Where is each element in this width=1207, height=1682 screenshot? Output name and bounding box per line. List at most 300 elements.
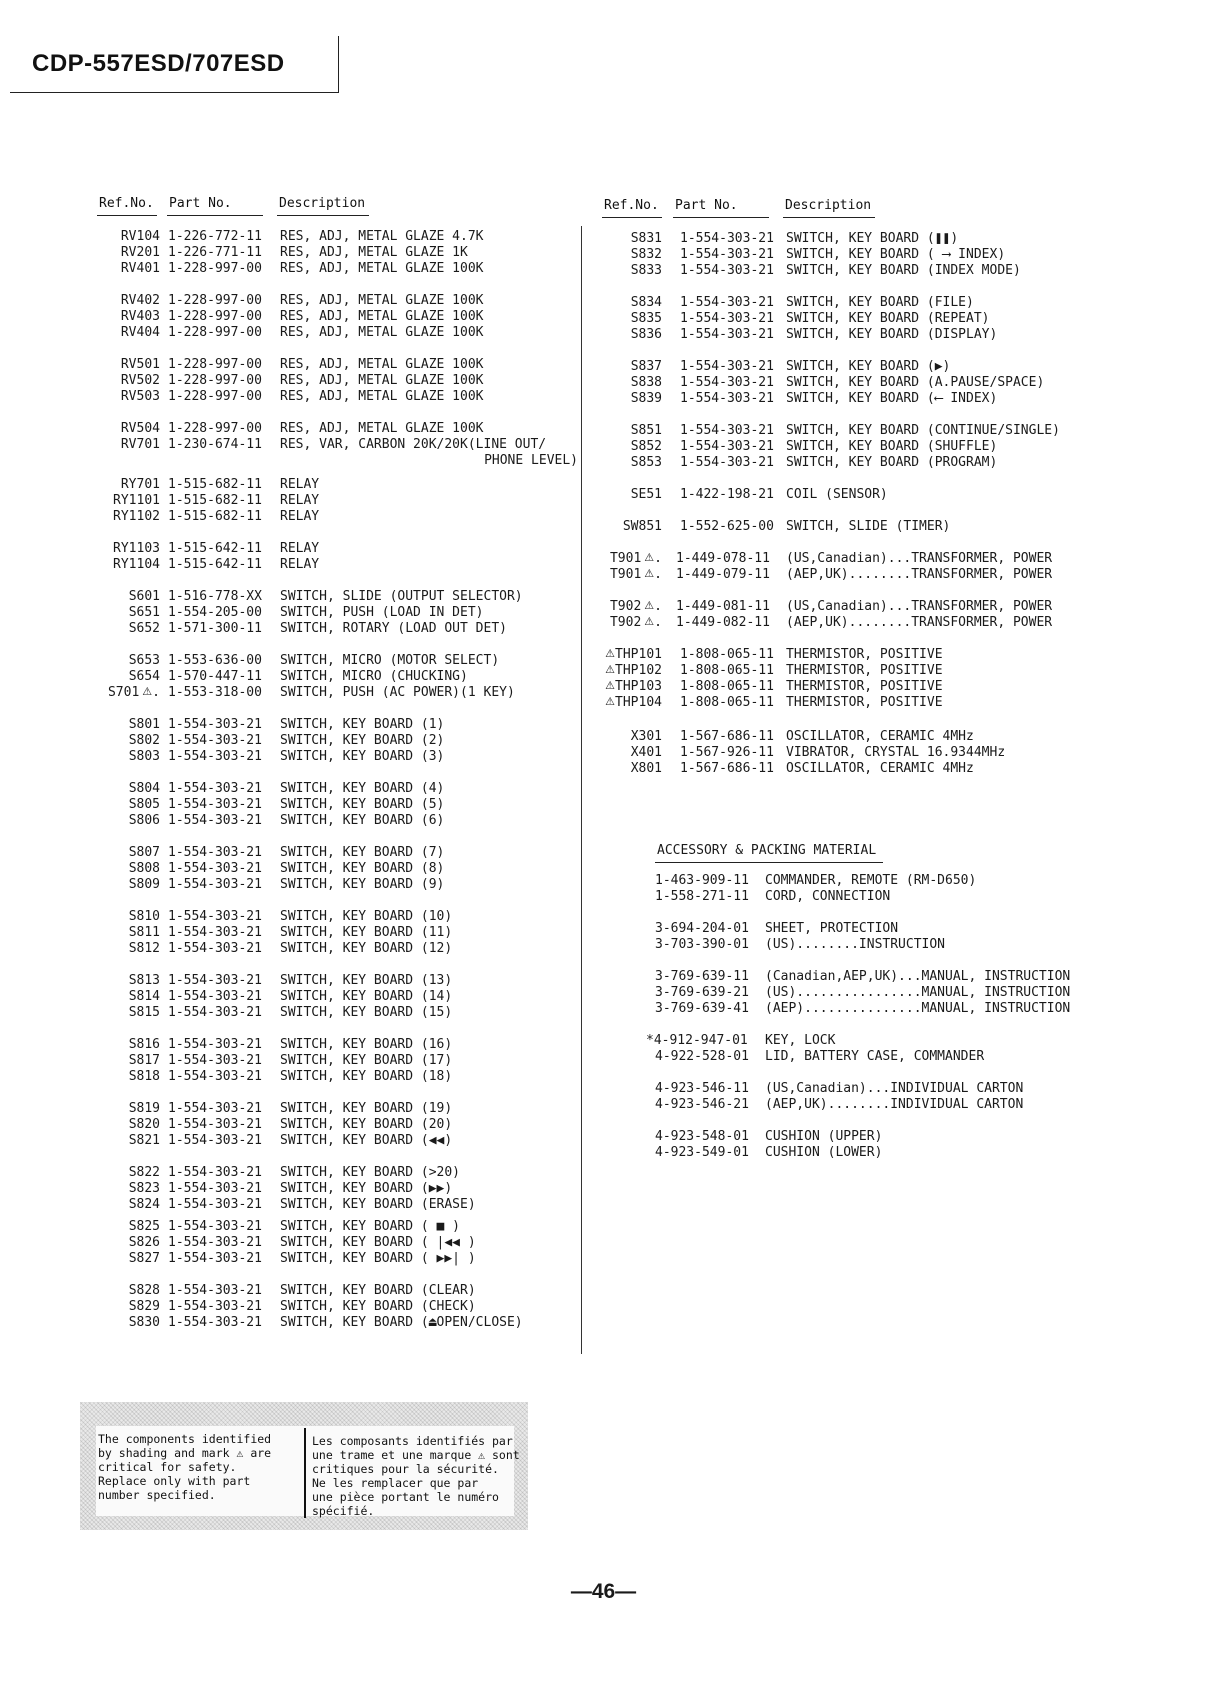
- ref-no-text: RV401: [120, 261, 160, 276]
- ref-no-text: S801: [128, 717, 160, 732]
- ref-no-text: S821: [128, 1133, 160, 1148]
- part-no-cell: 1-463-909-11: [655, 873, 749, 888]
- part-no-cell: 1-567-686-11: [680, 761, 774, 776]
- ref-no-text: S822: [128, 1165, 160, 1180]
- description-cell: (AEP,UK)........TRANSFORMER, POWER: [786, 615, 1053, 630]
- part-no-cell: 1-230-674-11: [168, 437, 262, 452]
- part-no-cell: 4-923-546-21: [655, 1097, 749, 1112]
- ref-no-text: S837: [630, 359, 662, 374]
- ref-no-cell: [100, 621, 160, 637]
- description-cell: RES, ADJ, METAL GLAZE 100K: [280, 357, 484, 372]
- part-no-cell: 1-553-318-00: [168, 685, 262, 700]
- description-cell: RELAY: [280, 557, 320, 572]
- ref-no-text: RV503: [120, 389, 160, 404]
- safety-notice-panel: [96, 1426, 520, 1518]
- ref-no-underline: [97, 215, 157, 216]
- ref-no-cell: [590, 519, 662, 535]
- part-no-cell: 4-923-546-11: [655, 1081, 749, 1096]
- part-no-cell: 1-567-926-11: [680, 745, 774, 760]
- description-cell: OSCILLATOR, CERAMIC 4MHz: [786, 729, 974, 744]
- part-no-cell: 1-554-303-21: [168, 749, 262, 764]
- ref-no-text: S601: [128, 589, 160, 604]
- description-cell: RES, ADJ, METAL GLAZE 100K: [280, 293, 484, 308]
- description-cell: SWITCH, PUSH (LOAD IN DET): [280, 605, 484, 620]
- safety-warning-icon: ⚠: [605, 647, 616, 660]
- description-cell: SWITCH, PUSH (AC POWER)(1 KEY): [280, 685, 515, 700]
- safety-warning-icon: ⚠: [142, 685, 153, 698]
- ref-no-cell: [100, 1117, 160, 1133]
- ref-no-cell: [100, 293, 160, 309]
- safety-notice-english: The components identified by shading and mark ⚠ are critical for safety. Replace only with part number specified.: [98, 1432, 272, 1502]
- part-no-cell: 1-554-303-21: [168, 877, 262, 892]
- part-no-cell: 1-228-997-00: [168, 421, 262, 436]
- part-no-cell: 1-515-642-11: [168, 557, 262, 572]
- description-cell: (US)................MANUAL, INSTRUCTION: [765, 985, 1071, 1000]
- ref-no-cell: [100, 1299, 160, 1315]
- part-no-cell: 4-922-528-01: [655, 1049, 749, 1064]
- ref-no-cell: [100, 325, 160, 341]
- part-no-cell: 1-558-271-11: [655, 889, 749, 904]
- ref-no-cell: [100, 1251, 160, 1267]
- safety-warning-icon: ⚠: [644, 551, 655, 564]
- description-underline: [277, 215, 369, 216]
- part-no-cell: 1-808-065-11: [680, 647, 774, 662]
- part-no-cell: 1-554-303-21: [168, 941, 262, 956]
- description-cell: COMMANDER, REMOTE (RM-D650): [765, 873, 977, 888]
- ref-no-text: S701: [107, 685, 140, 700]
- description-header: Description: [279, 196, 366, 211]
- ref-no-cell: [590, 551, 662, 567]
- part-no-cell: 1-554-303-21: [168, 1235, 262, 1250]
- part-no-cell: 1-554-303-21: [168, 1101, 262, 1116]
- accessory-section-title: ACCESSORY & PACKING MATERIAL: [657, 843, 877, 858]
- ref-no-cell: [100, 1181, 160, 1197]
- part-no-cell: 1-554-303-21: [168, 1251, 262, 1266]
- part-no-cell: 1-554-303-21: [680, 231, 774, 246]
- part-no-cell: 1-554-303-21: [168, 717, 262, 732]
- ref-no-text: S833: [630, 263, 662, 278]
- ref-no-text: S811: [128, 925, 160, 940]
- part-no-cell: 1-554-303-21: [168, 1165, 262, 1180]
- ref-no-cell: [100, 1053, 160, 1069]
- description-cell: SWITCH, KEY BOARD (SHUFFLE): [786, 439, 998, 454]
- title-rule-horizontal: [10, 92, 338, 93]
- part-no-cell: 1-554-303-21: [168, 813, 262, 828]
- ref-no-cell: [590, 567, 662, 583]
- ref-no-cell: [100, 493, 160, 509]
- ref-no-text: S820: [128, 1117, 160, 1132]
- description-cell: SWITCH, KEY BOARD ( ■ ): [280, 1219, 461, 1234]
- description-cell: COIL (SENSOR): [786, 487, 888, 502]
- ref-no-cell: [590, 745, 662, 761]
- ref-no-cell: [100, 1037, 160, 1053]
- page-number: —46—: [570, 1580, 637, 1603]
- ref-no-text: RY1101: [113, 493, 160, 508]
- ref-no-cell: [100, 373, 160, 389]
- description-cell: (AEP,UK)........TRANSFORMER, POWER: [786, 567, 1053, 582]
- description-cell: SWITCH, KEY BOARD (⏏OPEN/CLOSE): [280, 1315, 523, 1330]
- description-cell: RES, ADJ, METAL GLAZE 100K: [280, 309, 484, 324]
- part-no-cell: 1-554-303-21: [168, 861, 262, 876]
- ref-no-text: S806: [128, 813, 160, 828]
- ref-no-cell: [100, 1315, 160, 1331]
- ref-no-cell: [100, 1005, 160, 1021]
- ref-no-text: S825: [128, 1219, 160, 1234]
- ref-no-cell: [100, 733, 160, 749]
- part-no-cell: 1-554-303-21: [168, 989, 262, 1004]
- safety-warning-icon: ⚠: [644, 567, 655, 580]
- ref-no-cell: [590, 487, 662, 503]
- ref-no-cell: [100, 1283, 160, 1299]
- part-no-cell: 1-554-303-21: [168, 1299, 262, 1314]
- ref-no-text: S824: [128, 1197, 160, 1212]
- description-cell: PHONE LEVEL): [484, 453, 578, 468]
- ref-no-cell: [100, 669, 160, 685]
- description-cell: RES, ADJ, METAL GLAZE 100K: [280, 389, 484, 404]
- ref-no-underline: [602, 217, 662, 218]
- description-cell: SWITCH, KEY BOARD (7): [280, 845, 445, 860]
- part-no-cell: 1-808-065-11: [680, 695, 774, 710]
- ref-no-text: THP104: [615, 695, 662, 710]
- ref-no-text: S807: [128, 845, 160, 860]
- ref-no-cell: [100, 421, 160, 437]
- ref-no-text: S803: [128, 749, 160, 764]
- part-no-cell: 3-769-639-41: [655, 1001, 749, 1016]
- ref-no-text: X401: [630, 745, 662, 760]
- part-no-cell: 1-554-303-21: [168, 1117, 262, 1132]
- part-no-cell: 1-554-303-21: [168, 1053, 262, 1068]
- part-no-cell: *4-912-947-01: [646, 1033, 748, 1048]
- ref-no-cell: [100, 877, 160, 893]
- ref-no-text: S826: [128, 1235, 160, 1250]
- warning-dot: .: [654, 551, 662, 566]
- ref-no-cell: [100, 1165, 160, 1181]
- description-cell: RES, ADJ, METAL GLAZE 100K: [280, 373, 484, 388]
- description-cell: SWITCH, KEY BOARD (4): [280, 781, 445, 796]
- ref-no-cell: [590, 599, 662, 615]
- ref-no-cell: [590, 423, 662, 439]
- part-no-cell: 1-554-303-21: [680, 359, 774, 374]
- ref-no-text: S834: [630, 295, 662, 310]
- description-cell: SWITCH, KEY BOARD (▶): [786, 359, 951, 374]
- description-cell: SWITCH, KEY BOARD (15): [280, 1005, 453, 1020]
- description-cell: SWITCH, KEY BOARD ( ⟶ INDEX): [786, 247, 1006, 262]
- description-cell: (Canadian,AEP,UK)...MANUAL, INSTRUCTION: [765, 969, 1071, 984]
- part-no-cell: 1-571-300-11: [168, 621, 262, 636]
- ref-no-cell: [590, 295, 662, 311]
- part-no-cell: 3-769-639-21: [655, 985, 749, 1000]
- ref-no-cell: [100, 925, 160, 941]
- part-no-cell: 1-554-303-21: [680, 375, 774, 390]
- ref-no-cell: [100, 309, 160, 325]
- ref-no-cell: [100, 749, 160, 765]
- safety-warning-icon: ⚠: [644, 599, 655, 612]
- ref-no-text: S829: [128, 1299, 160, 1314]
- description-cell: SWITCH, KEY BOARD (◀◀): [280, 1133, 453, 1148]
- ref-no-text: S805: [128, 797, 160, 812]
- ref-no-text: S827: [128, 1251, 160, 1266]
- description-cell: SWITCH, KEY BOARD (10): [280, 909, 453, 924]
- part-no-cell: 1-554-303-21: [680, 391, 774, 406]
- ref-no-text: S653: [128, 653, 160, 668]
- ref-no-text: RV201: [120, 245, 160, 260]
- part-no-cell: 1-554-303-21: [168, 781, 262, 796]
- ref-no-text: S808: [128, 861, 160, 876]
- ref-no-text: S831: [630, 231, 662, 246]
- safety-notice-french: Les composants identifiés par une trame et une marque ⚠ sont critiques pour la sécurité. Ne les remplacer que par une pièce portant le numéro spécifié.: [312, 1434, 520, 1518]
- description-cell: SWITCH, KEY BOARD ( |◀◀ ): [280, 1235, 476, 1250]
- ref-no-cell: [590, 391, 662, 407]
- ref-no-cell: [100, 245, 160, 261]
- ref-no-cell: [100, 261, 160, 277]
- safety-warning-icon: ⚠: [605, 679, 616, 692]
- description-header: Description: [785, 198, 872, 213]
- ref-no-cell: [100, 845, 160, 861]
- description-cell: SWITCH, KEY BOARD (▶▶): [280, 1181, 453, 1196]
- description-cell: RES, ADJ, METAL GLAZE 100K: [280, 325, 484, 340]
- ref-no-cell: [590, 695, 662, 711]
- description-cell: (AEP,UK)........INDIVIDUAL CARTON: [765, 1097, 1024, 1112]
- description-cell: (US)........INSTRUCTION: [765, 937, 946, 952]
- description-cell: OSCILLATOR, CERAMIC 4MHz: [786, 761, 974, 776]
- safety-warning-icon: ⚠: [644, 615, 655, 628]
- description-cell: SWITCH, KEY BOARD (14): [280, 989, 453, 1004]
- ref-no-text: S802: [128, 733, 160, 748]
- ref-no-cell: [100, 1235, 160, 1251]
- ref-no-text: SE51: [630, 487, 662, 502]
- ref-no-text: RY1104: [113, 557, 160, 572]
- ref-no-text: RV403: [120, 309, 160, 324]
- description-cell: RES, ADJ, METAL GLAZE 1K: [280, 245, 468, 260]
- ref-no-cell: [100, 389, 160, 405]
- ref-no-cell: [590, 311, 662, 327]
- ref-no-text: T902: [609, 599, 642, 614]
- description-cell: SWITCH, KEY BOARD (INDEX MODE): [786, 263, 1021, 278]
- description-cell: SWITCH, SLIDE (TIMER): [786, 519, 951, 534]
- ref-no-header: Ref.No.: [604, 198, 659, 213]
- accessory-title-underline: [655, 862, 883, 863]
- ref-no-text: S828: [128, 1283, 160, 1298]
- ref-no-text: RV504: [120, 421, 160, 436]
- description-cell: SWITCH, MICRO (CHUCKING): [280, 669, 468, 684]
- ref-no-cell: [590, 615, 662, 631]
- description-cell: THERMISTOR, POSITIVE: [786, 679, 943, 694]
- ref-no-text: T901: [609, 551, 642, 566]
- safety-warning-icon: ⚠: [605, 695, 616, 708]
- description-cell: SWITCH, KEY BOARD (20): [280, 1117, 453, 1132]
- description-cell: KEY, LOCK: [765, 1033, 836, 1048]
- description-cell: SWITCH, KEY BOARD (8): [280, 861, 445, 876]
- part-no-cell: 1-554-303-21: [168, 1069, 262, 1084]
- description-cell: SWITCH, KEY BOARD (CONTINUE/SINGLE): [786, 423, 1060, 438]
- part-no-cell: 1-567-686-11: [680, 729, 774, 744]
- ref-no-cell: [100, 861, 160, 877]
- warning-dot: .: [654, 567, 662, 582]
- ref-no-text: T902: [609, 615, 642, 630]
- ref-no-cell: [590, 647, 662, 663]
- ref-no-cell: [100, 941, 160, 957]
- part-no-cell: 1-570-447-11: [168, 669, 262, 684]
- description-cell: (US,Canadian)...TRANSFORMER, POWER: [786, 599, 1053, 614]
- description-cell: CUSHION (LOWER): [765, 1145, 883, 1160]
- ref-no-cell: [100, 1219, 160, 1235]
- part-no-cell: 1-554-303-21: [680, 327, 774, 342]
- ref-no-text: S823: [128, 1181, 160, 1196]
- part-no-cell: 4-923-549-01: [655, 1145, 749, 1160]
- part-no-cell: 1-554-303-21: [168, 1037, 262, 1052]
- ref-no-text: S853: [630, 455, 662, 470]
- description-cell: SWITCH, KEY BOARD (DISPLAY): [786, 327, 998, 342]
- part-no-cell: 1-554-303-21: [168, 909, 262, 924]
- part-no-cell: 1-554-303-21: [168, 973, 262, 988]
- description-cell: SWITCH, KEY BOARD (FILE): [786, 295, 974, 310]
- ref-no-cell: [590, 263, 662, 279]
- ref-no-cell: [100, 813, 160, 829]
- description-cell: RELAY: [280, 509, 320, 524]
- part-no-cell: 1-808-065-11: [680, 679, 774, 694]
- description-cell: SHEET, PROTECTION: [765, 921, 899, 936]
- description-cell: CORD, CONNECTION: [765, 889, 891, 904]
- ref-no-cell: [100, 973, 160, 989]
- description-cell: THERMISTOR, POSITIVE: [786, 695, 943, 710]
- description-cell: SWITCH, MICRO (MOTOR SELECT): [280, 653, 500, 668]
- description-cell: SWITCH, KEY BOARD (REPEAT): [786, 311, 990, 326]
- description-cell: SWITCH, KEY BOARD (17): [280, 1053, 453, 1068]
- ref-no-text: RV501: [120, 357, 160, 372]
- part-no-cell: 1-449-081-11: [676, 599, 770, 614]
- part-no-cell: 1-228-997-00: [168, 389, 262, 404]
- part-no-underline: [167, 215, 263, 216]
- ref-no-text: S835: [630, 311, 662, 326]
- part-no-cell: 1-554-303-21: [168, 1181, 262, 1196]
- ref-no-cell: [100, 357, 160, 373]
- part-no-cell: 1-554-303-21: [168, 733, 262, 748]
- part-no-underline: [673, 217, 769, 218]
- part-no-cell: 1-554-303-21: [168, 1133, 262, 1148]
- description-cell: SWITCH, KEY BOARD (⟵ INDEX): [786, 391, 998, 406]
- ref-no-cell: [590, 247, 662, 263]
- ref-no-cell: [100, 605, 160, 621]
- ref-no-text: S651: [128, 605, 160, 620]
- description-cell: SWITCH, KEY BOARD (13): [280, 973, 453, 988]
- ref-no-cell: [100, 1101, 160, 1117]
- description-cell: SWITCH, KEY BOARD (❚❚): [786, 231, 959, 246]
- description-cell: SWITCH, KEY BOARD (11): [280, 925, 453, 940]
- warning-dot: .: [654, 599, 662, 614]
- ref-no-text: S830: [128, 1315, 160, 1330]
- description-cell: VIBRATOR, CRYSTAL 16.9344MHz: [786, 745, 1006, 760]
- ref-no-cell: [590, 729, 662, 745]
- description-cell: LID, BATTERY CASE, COMMANDER: [765, 1049, 985, 1064]
- part-no-cell: 1-554-205-00: [168, 605, 262, 620]
- part-no-cell: 1-554-303-21: [680, 311, 774, 326]
- ref-no-cell: [100, 1069, 160, 1085]
- part-no-cell: 1-554-303-21: [680, 295, 774, 310]
- description-cell: SWITCH, KEY BOARD (3): [280, 749, 445, 764]
- description-cell: THERMISTOR, POSITIVE: [786, 647, 943, 662]
- ref-no-text: S852: [630, 439, 662, 454]
- ref-no-text: S832: [630, 247, 662, 262]
- ref-no-cell: [100, 437, 160, 453]
- description-cell: (US,Canadian)...TRANSFORMER, POWER: [786, 551, 1053, 566]
- ref-no-cell: [100, 509, 160, 525]
- ref-no-cell: [100, 477, 160, 493]
- ref-no-cell: [590, 761, 662, 777]
- ref-no-text: THP101: [615, 647, 662, 662]
- ref-no-cell: [100, 1197, 160, 1213]
- description-cell: RELAY: [280, 477, 320, 492]
- ref-no-text: S814: [128, 989, 160, 1004]
- description-cell: SWITCH, KEY BOARD (19): [280, 1101, 453, 1116]
- ref-no-text: S851: [630, 423, 662, 438]
- description-cell: SWITCH, KEY BOARD (16): [280, 1037, 453, 1052]
- part-no-cell: 1-554-303-21: [680, 423, 774, 438]
- part-no-cell: 1-516-778-XX: [168, 589, 262, 604]
- ref-no-text: S817: [128, 1053, 160, 1068]
- part-no-cell: 1-554-303-21: [168, 925, 262, 940]
- description-cell: SWITCH, KEY BOARD (1): [280, 717, 445, 732]
- ref-no-text: RV402: [120, 293, 160, 308]
- ref-no-text: X301: [630, 729, 662, 744]
- part-no-cell: 1-554-303-21: [168, 1315, 262, 1330]
- description-cell: SWITCH, KEY BOARD ( ▶▶| ): [280, 1251, 476, 1266]
- part-no-cell: 1-554-303-21: [168, 797, 262, 812]
- part-no-cell: 1-552-625-00: [680, 519, 774, 534]
- part-no-cell: 1-515-682-11: [168, 509, 262, 524]
- ref-no-text: S810: [128, 909, 160, 924]
- description-cell: SWITCH, KEY BOARD (5): [280, 797, 445, 812]
- ref-no-text: S819: [128, 1101, 160, 1116]
- description-cell: SWITCH, KEY BOARD (6): [280, 813, 445, 828]
- ref-no-cell: [590, 375, 662, 391]
- ref-no-text: S804: [128, 781, 160, 796]
- ref-no-cell: [590, 359, 662, 375]
- ref-no-header: Ref.No.: [99, 196, 154, 211]
- part-no-header: Part No.: [169, 196, 232, 211]
- ref-no-cell: [100, 717, 160, 733]
- ref-no-cell: [100, 229, 160, 245]
- part-no-cell: 1-808-065-11: [680, 663, 774, 678]
- description-cell: RES, ADJ, METAL GLAZE 100K: [280, 261, 484, 276]
- description-cell: SWITCH, KEY BOARD (A.PAUSE/SPACE): [786, 375, 1045, 390]
- part-no-cell: 1-554-303-21: [168, 1197, 262, 1212]
- ref-no-cell: [100, 685, 160, 701]
- ref-no-cell: [590, 327, 662, 343]
- ref-no-cell: [100, 989, 160, 1005]
- part-no-cell: 4-923-548-01: [655, 1129, 749, 1144]
- part-no-cell: 1-554-303-21: [680, 247, 774, 262]
- ref-no-text: RV701: [120, 437, 160, 452]
- description-cell: (US,Canadian)...INDIVIDUAL CARTON: [765, 1081, 1024, 1096]
- part-no-header: Part No.: [675, 198, 738, 213]
- ref-no-cell: [590, 663, 662, 679]
- part-no-cell: 1-228-997-00: [168, 357, 262, 372]
- part-no-cell: 1-449-078-11: [676, 551, 770, 566]
- ref-no-cell: [590, 439, 662, 455]
- ref-no-text: S836: [630, 327, 662, 342]
- description-cell: SWITCH, KEY BOARD (CHECK): [280, 1299, 476, 1314]
- ref-no-text: S654: [128, 669, 160, 684]
- part-no-cell: 1-554-303-21: [680, 455, 774, 470]
- ref-no-cell: [590, 679, 662, 695]
- warning-dot: .: [152, 685, 160, 700]
- description-cell: SWITCH, KEY BOARD (PROGRAM): [786, 455, 998, 470]
- ref-no-text: SW851: [622, 519, 662, 534]
- part-no-cell: 1-554-303-21: [680, 439, 774, 454]
- description-cell: THERMISTOR, POSITIVE: [786, 663, 943, 678]
- part-no-cell: 1-226-772-11: [168, 229, 262, 244]
- ref-no-cell: [100, 1133, 160, 1149]
